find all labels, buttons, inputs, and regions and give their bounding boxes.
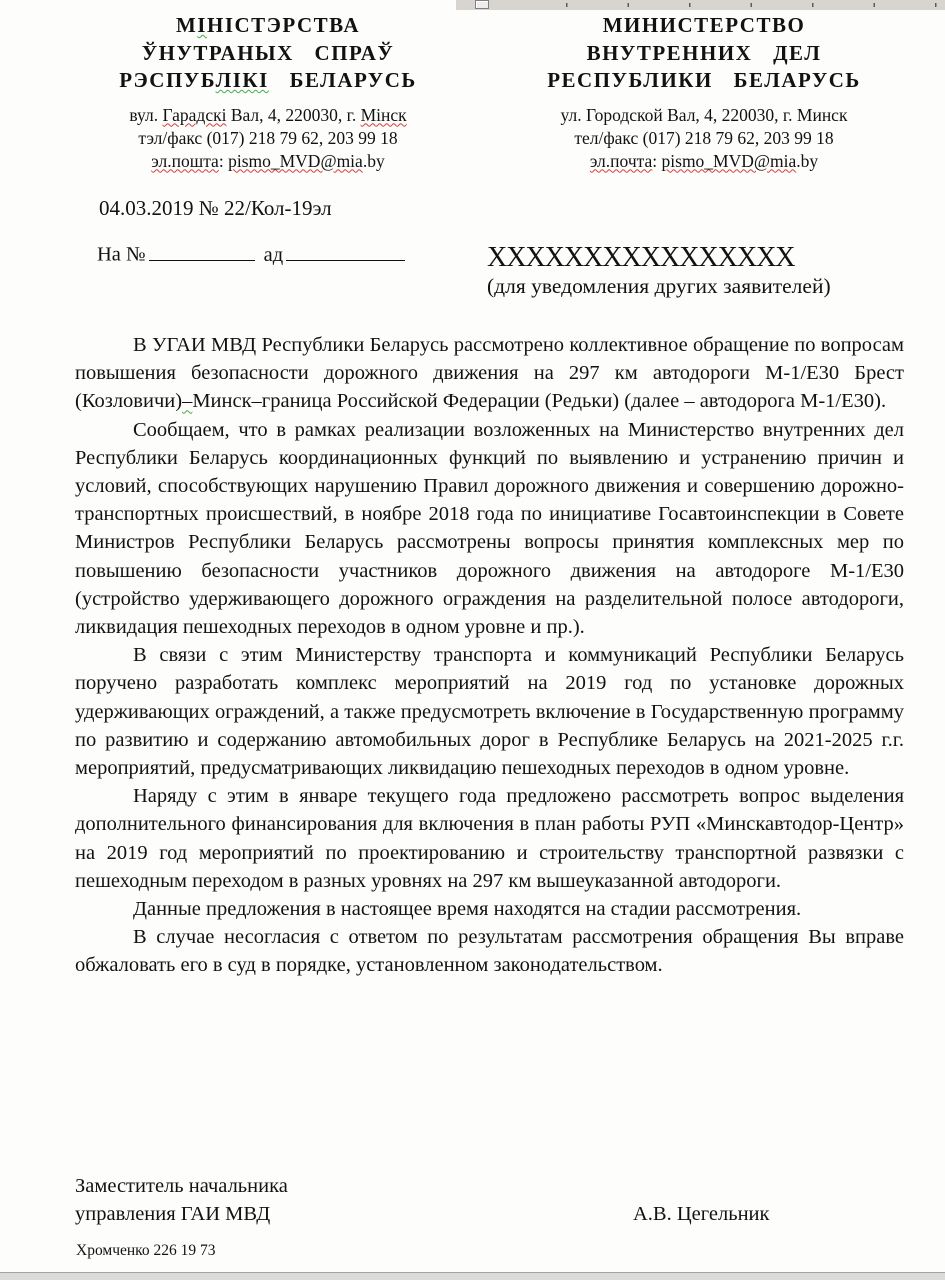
reference-on-label: На № [97, 243, 146, 266]
paragraph-6: В случае несогласия с ответом по результатам рассмотрения обращения Вы вправе обжаловать его в суд в порядке, установленном законодательством. [75, 926, 904, 977]
org-title-belarusian [78, 12, 458, 95]
address-line: эл.почта: pismo_MVD@mia.by [589, 150, 819, 171]
org-title-line: МИНИСТЕРСТВО [602, 13, 806, 37]
org-title-line: РЕСПУБЛИКИ БЕЛАРУСЬ [547, 68, 861, 92]
address-line: ул. Городской Вал, 4, 220030, г. Минск [560, 104, 848, 125]
letter-body [75, 331, 904, 980]
horizontal-ruler[interactable] [456, 0, 945, 10]
executor-note: Хромченко 226 19 73 [76, 1242, 216, 1259]
address-line: эл.пошта: pismo_MVD@mia.by [151, 150, 385, 171]
address-line: тэл/факс (017) 218 79 62, 203 99 18 [138, 127, 398, 148]
signer-name: А.В. Цегельник [633, 1202, 770, 1225]
address-line: тел/факс (017) 218 79 62, 203 99 18 [574, 127, 834, 148]
address-line: вул. Гарадскі Вал, 4, 220030, г. Мінск [129, 104, 407, 125]
paragraph-3: В связи с этим Министерству транспорта и коммуникаций Республики Беларусь поручено разработать комплекс мероприятий на 2019 год по установке дорожных удерживающих ограждений, а также предусмотреть включение в Государственную программу по развитию и содержанию автомобильных дорог в Республике Беларусь на 2021-2025 г.г. мероприятий, предусматривающих ликвидацию пешеходных переходов в одном уровне. [75, 644, 904, 780]
recipient-block [487, 243, 831, 300]
recipient-name-masked: ХХХХХХХХХХХХХХХХ [487, 242, 795, 273]
ruler-ticks [506, 3, 943, 7]
reference-date-blank [286, 239, 405, 261]
org-title-line: ЎНУТРАНЫХ СПРАЎ [141, 40, 395, 65]
paragraph-5: Данные предложения в настоящее время находятся на стадии рассмотрения. [133, 898, 802, 921]
signature-block [75, 1173, 904, 1228]
reference-line [97, 239, 405, 267]
letterhead-belarusian [78, 12, 458, 173]
org-address-belarusian [78, 104, 458, 173]
org-address-russian [494, 104, 914, 173]
reference-number-blank [149, 239, 255, 261]
org-title-line: ВНУТРЕННИХ ДЕЛ [586, 40, 822, 65]
ruler-indent-marker[interactable] [475, 0, 489, 9]
window-bottom-edge [0, 1272, 945, 1280]
org-title-russian [494, 12, 914, 95]
paragraph-1: В УГАИ МВД Республики Беларусь рассмотрено коллективное обращение по вопросам повышения безопасности дорожного движения на 297 км автодороги М-1/Е30 Брест (Козловичи)–Минск–граница Российской Федерации (Редьки) (далее – автодорога М-1/Е30). [75, 334, 904, 413]
signature-title-line1: Заместитель начальника [75, 1175, 288, 1197]
letterhead-russian [494, 12, 914, 173]
paragraph-2: Сообщаем, что в рамках реализации возложенных на Министерство внутренних дел Республики Беларусь координационных функций по выявлению и устранению причин и условий, способствующих нарушению Правил дорожного движения и совершению дорожно-транспортных происшествий, в ноябре 2018 года по инициативе Госавтоинспекции в Совете Министров Республики Беларусь рассмотрены вопросы принятия комплексных мер по повышению безопасности участников дорожного движения на автодороге М-1/Е30 (устройство удерживающего дорожного ограждения на разделительной полосе автодороги, ликвидация пешеходных переходов в одном уровне и пр.). [75, 418, 904, 639]
reference-from-label: ад [263, 243, 284, 266]
org-title-line: РЭСПУБЛІКІ БЕЛАРУСЬ [119, 68, 417, 92]
paragraph-4: Наряду с этим в январе текущего года предложено рассмотреть вопрос выделения дополнительного финансирования для включения в план работы РУП «Минскавтодор-Центр» на 2019 год мероприятий по проектированию и строительству транспортной развязки с пешеходным переходом в разных уровнях на 297 км вышеуказанной автодороги. [75, 785, 904, 892]
signature-title-line2: управления ГАИ МВД [75, 1202, 271, 1225]
org-title-line: МІНІСТЭРСТВА [175, 13, 361, 37]
letter-date-number: 04.03.2019 № 22/Кол-19эл [99, 196, 332, 220]
recipient-note: (для уведомления других заявителей) [487, 274, 831, 298]
